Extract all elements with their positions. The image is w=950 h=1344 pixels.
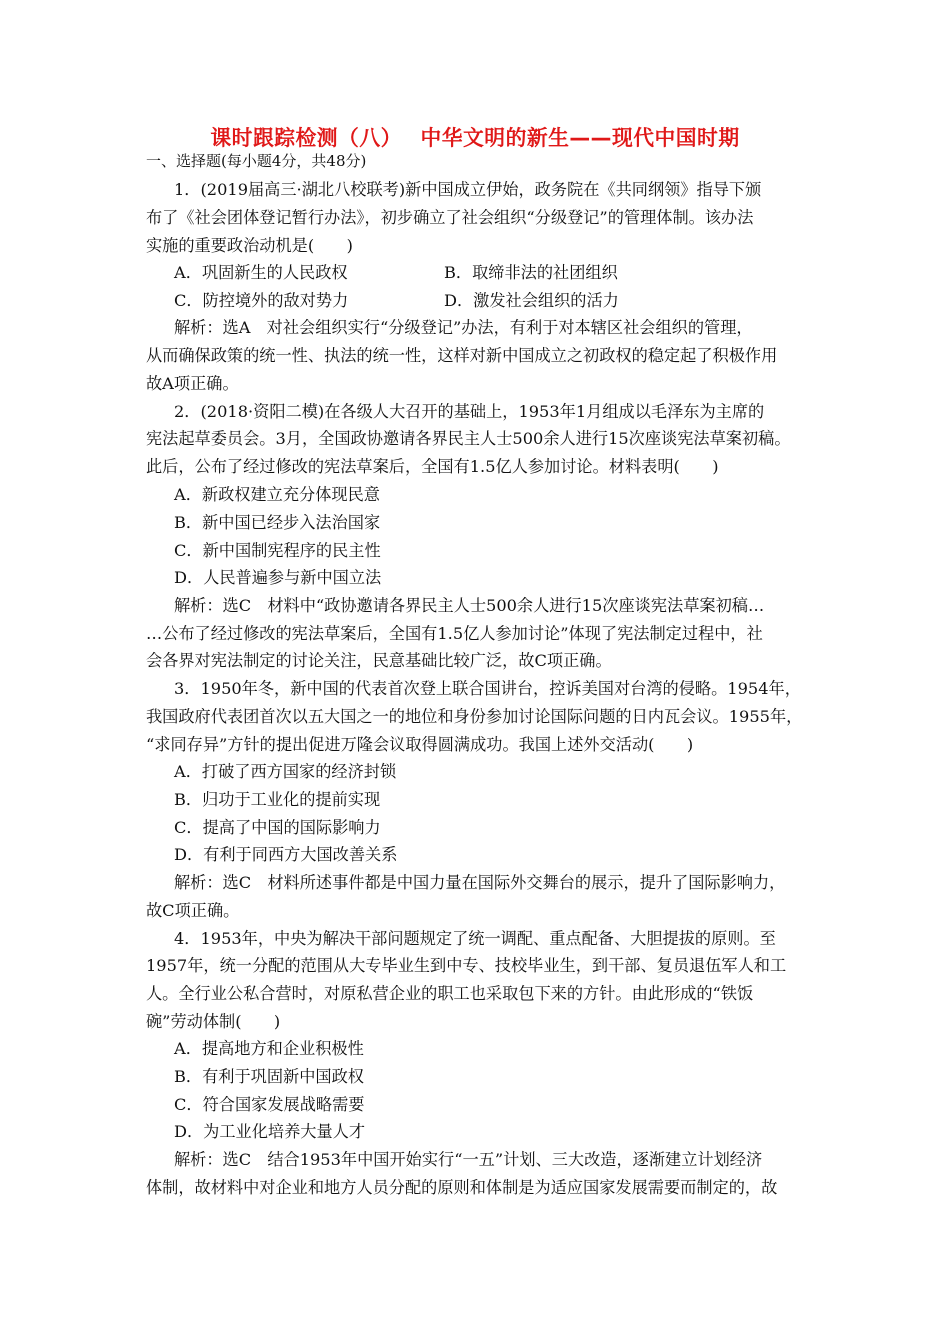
q3-option-c: C．提高了中国的国际影响力: [174, 818, 381, 837]
q1-option-a: A．巩固新生的人民政权: [174, 263, 348, 282]
q3-analysis-line: 故C项正确。: [146, 901, 240, 920]
q1-analysis-line: 解析：选A 对社会组织实行“分级登记”办法，有利于对本辖区社会组织的管理，: [174, 318, 753, 337]
q4-stem-line: 4．1953年，中央为解决干部问题规定了统一调配、重点配备、大胆提拔的原则。至: [174, 929, 776, 948]
q4-analysis-line: 解析：选C 结合1953年中国开始实行“一五”计划、三大改造，逐渐建立计划经济: [174, 1150, 763, 1169]
q1-stem-line: 1．(2019届高三·湖北八校联考)新中国成立伊始，政务院在《共同纲领》指导下颁: [174, 180, 762, 199]
q3-option-d: D．有利于同西方大国改善关系: [174, 845, 398, 864]
q2-option-b: B．新中国已经步入法治国家: [174, 513, 381, 532]
q2-option-d: D．人民普遍参与新中国立法: [174, 568, 382, 587]
q4-stem-line: 人。全行业公私合营时，对原私营企业的职工也采取包下来的方针。由此形成的“铁饭: [146, 984, 754, 1003]
q3-option-a: A．打破了西方国家的经济封锁: [174, 762, 397, 781]
section-heading: 一、选择题(每小题4分，共48分): [146, 152, 367, 170]
q3-option-b: B．归功于工业化的提前实现: [174, 790, 381, 809]
q1-option-d: D．激发社会组织的活力: [444, 291, 619, 310]
q1-option-b: B．取缔非法的社团组织: [444, 263, 618, 282]
q1-stem-line: 布了《社会团体登记暂行办法》，初步确立了社会组织“分级登记”的管理体制。该办法: [146, 208, 754, 227]
q4-option-d: D．为工业化培养大量人才: [174, 1122, 366, 1141]
q3-stem-line: 我国政府代表团首次以五大国之一的地位和身份参加讨论国际问题的日内瓦会议。1955年，: [146, 707, 803, 726]
q3-stem-line: 3．1950年冬，新中国的代表首次登上联合国讲台，控诉美国对台湾的侵略。1954年，: [174, 679, 801, 698]
q3-stem-line: “求同存异”方针的提出促进万隆会议取得圆满成功。我国上述外交活动( ): [146, 735, 694, 754]
page-title: 课时跟踪检测（八） 中华文明的新生——现代中国时期: [210, 126, 740, 150]
q2-option-a: A．新政权建立充分体现民意: [174, 485, 380, 504]
q2-analysis-line: …公布了经过修改的宪法草案后，全国有1.5亿人参加讨论”体现了宪法制定过程中，社: [146, 624, 763, 643]
q2-analysis-line: 会各界对宪法制定的讨论关注，民意基础比较广泛，故C项正确。: [146, 651, 612, 670]
q4-option-c: C．符合国家发展战略需要: [174, 1095, 365, 1114]
q1-option-c: C．防控境外的敌对势力: [174, 291, 349, 310]
q2-analysis-line: 解析：选C 材料中“政协邀请各界民主人士500余人进行15次座谈宪法草案初稿…: [174, 596, 765, 615]
q4-option-a: A．提高地方和企业积极性: [174, 1039, 364, 1058]
q4-analysis-line: 体制，故材料中对企业和地方人员分配的原则和体制是为适应国家发展需要而制定的，故: [146, 1178, 778, 1197]
q1-stem-line: 实施的重要政治动机是( ): [146, 236, 353, 255]
q2-stem-line: 2．(2018·资阳二模)在各级人大召开的基础上，1953年1月组成以毛泽东为主席的: [174, 402, 765, 421]
q2-stem-line: 宪法起草委员会。3月，全国政协邀请各界民主人士500余人进行15次座谈宪法草案初稿。: [146, 429, 791, 448]
q1-analysis-line: 从而确保政策的统一性、执法的统一性，这样对新中国成立之初政权的稳定起了积极作用: [146, 346, 778, 365]
q4-option-b: B．有利于巩固新中国政权: [174, 1067, 364, 1086]
q2-option-c: C．新中国制宪程序的民主性: [174, 541, 381, 560]
q4-stem-line: 1957年，统一分配的范围从大专毕业生到中专、技校毕业生，到干部、复员退伍军人和工: [146, 956, 787, 975]
q3-analysis-line: 解析：选C 材料所述事件都是中国力量在国际外交舞台的展示，提升了国际影响力，: [174, 873, 786, 892]
q4-stem-line: 碗”劳动体制( ): [146, 1012, 281, 1031]
q1-analysis-line: 故A项正确。: [146, 374, 239, 393]
q2-stem-line: 此后，公布了经过修改的宪法草案后，全国有1.5亿人参加讨论。材料表明( ): [146, 457, 719, 476]
